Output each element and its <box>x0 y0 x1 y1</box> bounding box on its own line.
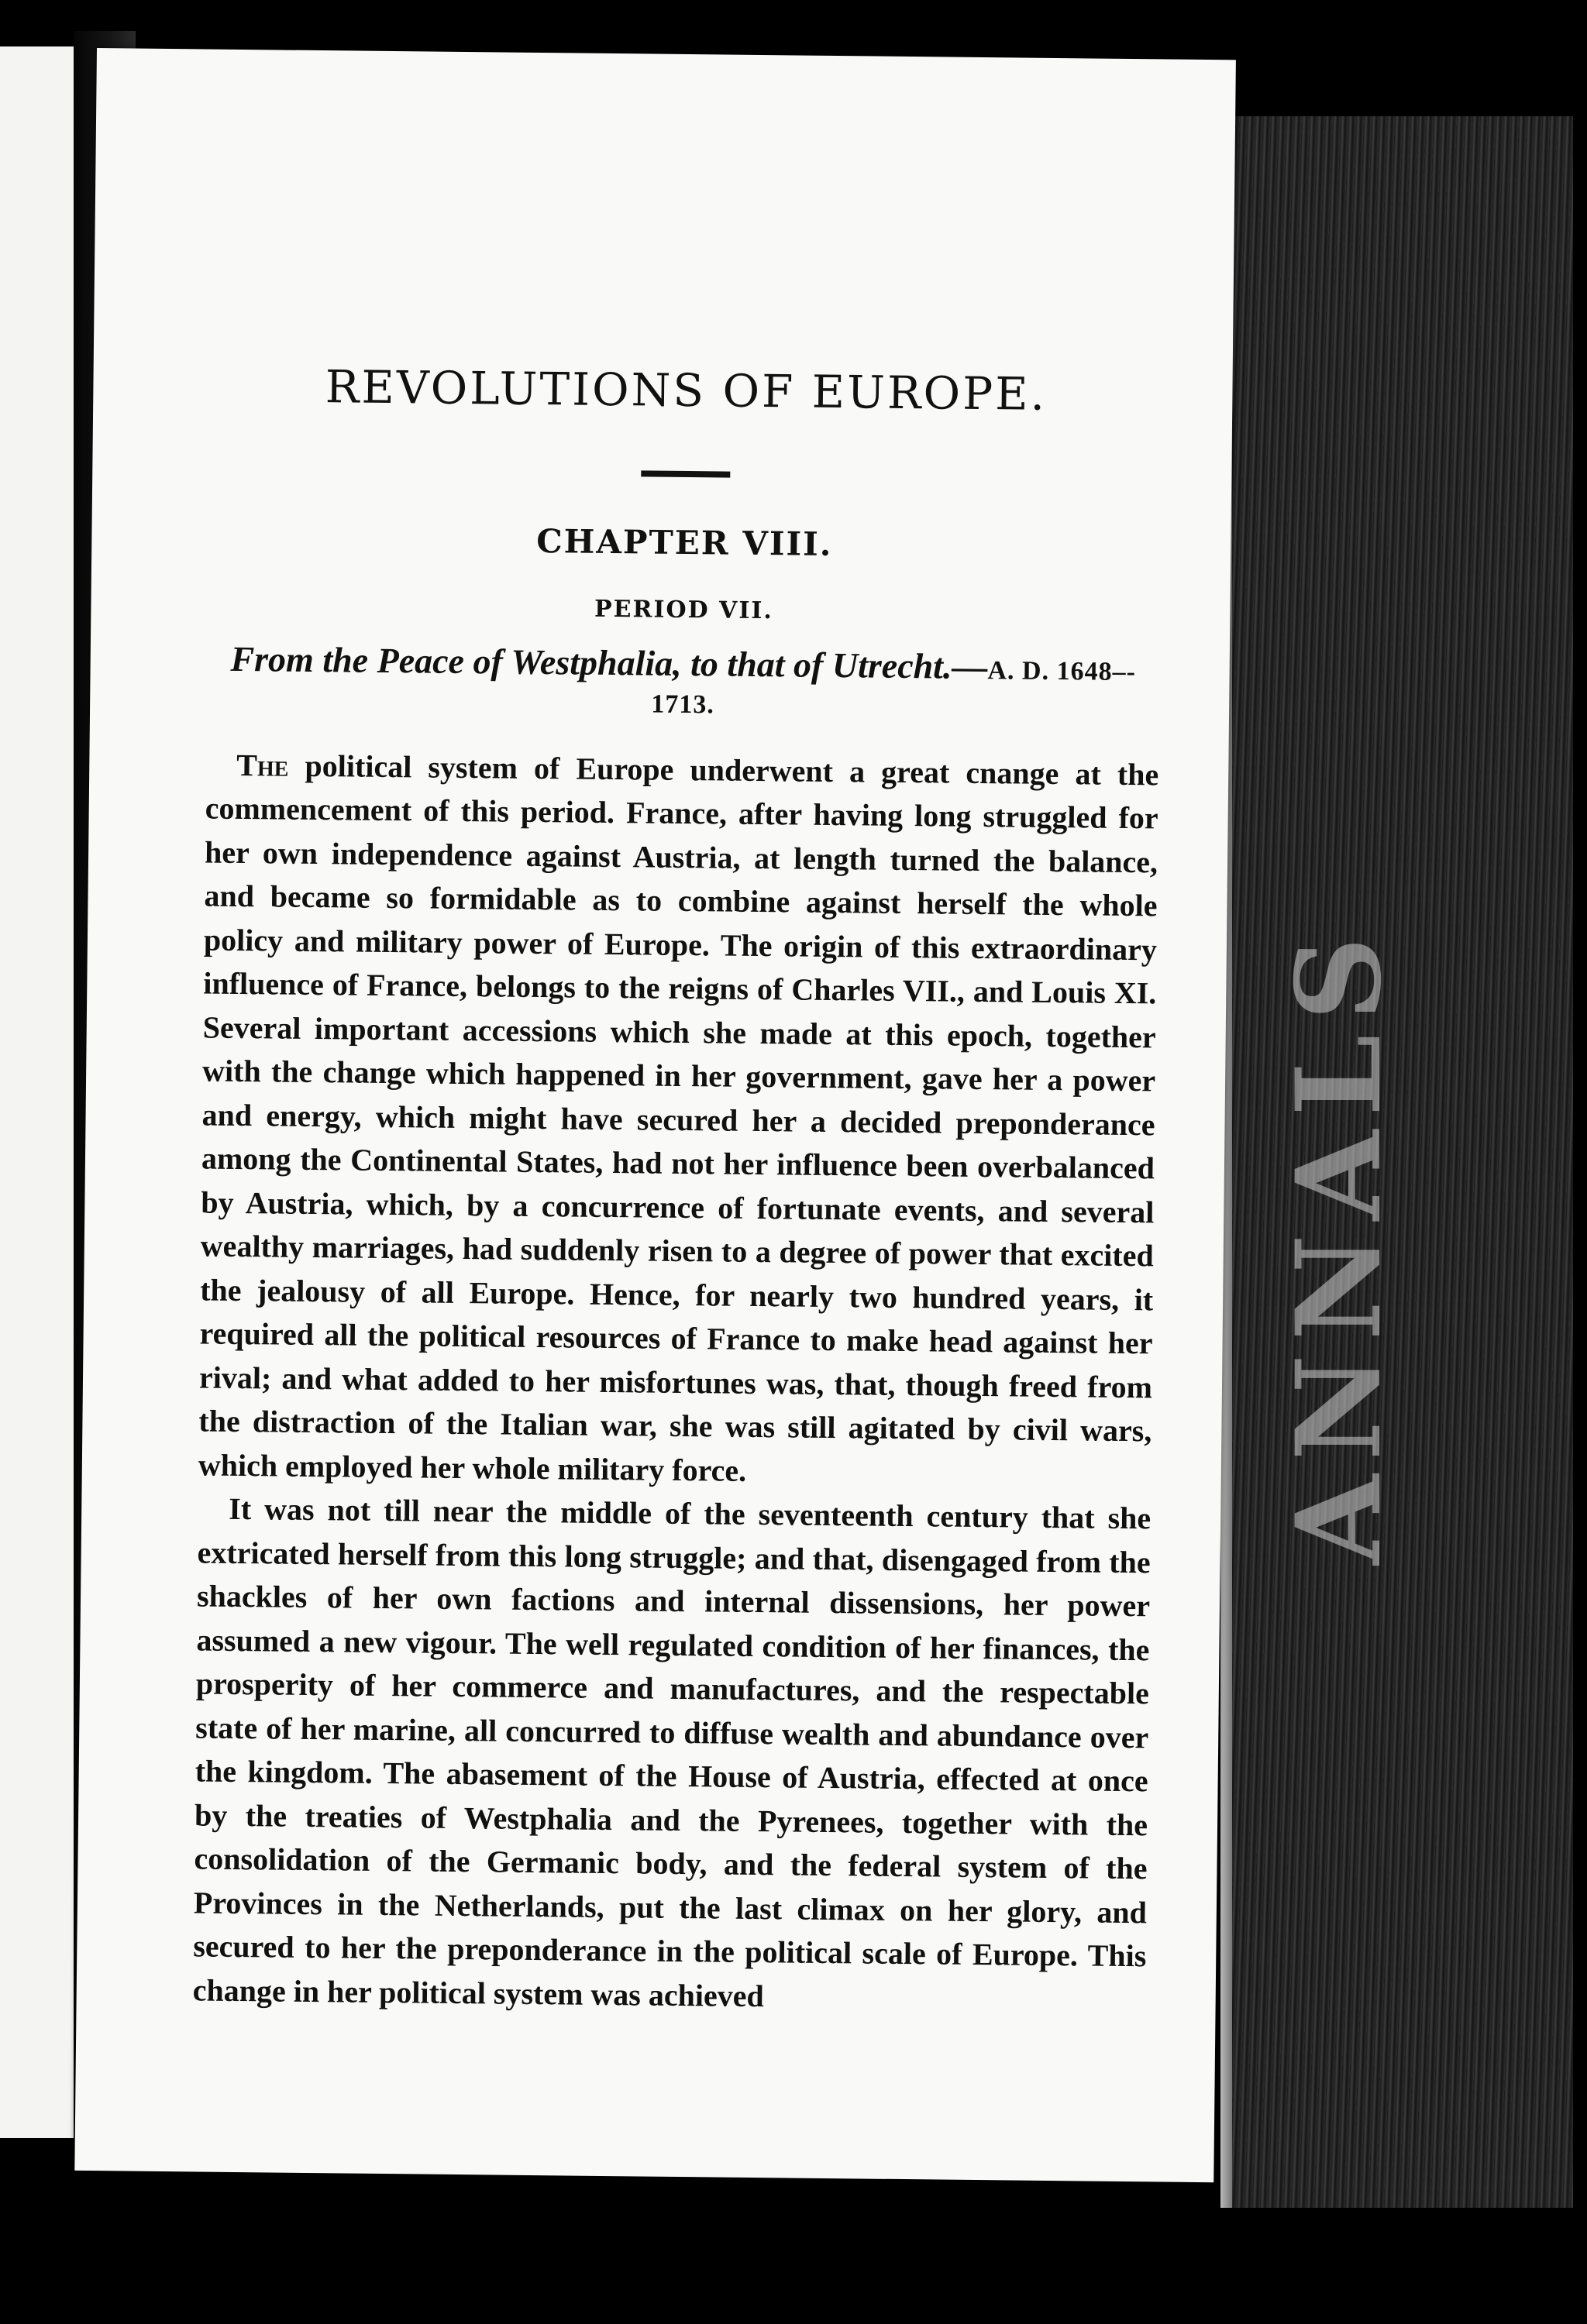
paragraph-text: It was not till near the middle of the seventeenth century that she extricated herself from this long struggle; and that, disengaged from the shackles of her own factions and internal dissensions, her power assumed a new vigour. The well regulated condition of her finances, the prosperity of her commerce and manufactures, and the respectable state of her marine, all concurred to diffuse wealth and abundance over the kingdom. The abasement of the House of Austria, effected at once by the treaties of Westphalia and the Pyrenees, together with the consolidation of the Germanic body, and the federal system of the Provinces in the Netherlands, put the last climax on her glory, and secured to her the preponderance in the political scale of Europe. This change in her political system was achieved <box>192 1490 1152 2013</box>
chapter-subtitle <box>206 638 1160 725</box>
subtitle-date-end: 1713. <box>651 689 715 720</box>
book-page <box>74 48 1236 2182</box>
body-text <box>192 743 1158 2022</box>
paragraph-lead: The <box>236 747 289 783</box>
subtitle-main: From the Peace of Westphalia, to that of Utrecht.— <box>230 638 988 687</box>
previous-page-edge <box>0 46 77 2138</box>
page-content <box>192 359 1162 2023</box>
paragraph-text: political system of Europe underwent a great cnange at the commencement of this period. France, after having long struggled for her own independence against Austria, at length turned the balance, and became so formidable as to combine against herself the whole policy and military power of Europe. The origin of this extraordinary influence of France, belongs to the reigns of Charles VII., and Louis XI. Several important accessions which she made at this epoch, together with the change which happened in her government, gave her a power and energy, which might have secured her a decided preponderance among the Continental States, had not her influence been overbalanced by Austria, which, by a concurrence of fortunate events, and several wealthy marriages, had suddenly risen to a degree of power that excited the jealousy of all Europe. Hence, for nearly two hundred years, it required all the political resources of France to make head against her rival; and what added to her misfortunes was, that, though freed from the distraction of the Italian war, she was still agitated by civil wars, which employed her whole military force. <box>198 748 1159 1488</box>
chapter-heading: CHAPTER VIII. <box>535 521 833 563</box>
title-rule <box>641 470 730 477</box>
spine-lettering: ANNALS <box>1271 923 1407 1565</box>
book-title: REVOLUTIONS OF EUROPE. <box>325 360 1048 421</box>
paragraph-1 <box>198 743 1159 1497</box>
period-heading: PERIOD VII. <box>594 595 774 625</box>
paragraph-2 <box>192 1487 1151 2023</box>
subtitle-date-label: A. D. 1648–- <box>987 656 1137 687</box>
